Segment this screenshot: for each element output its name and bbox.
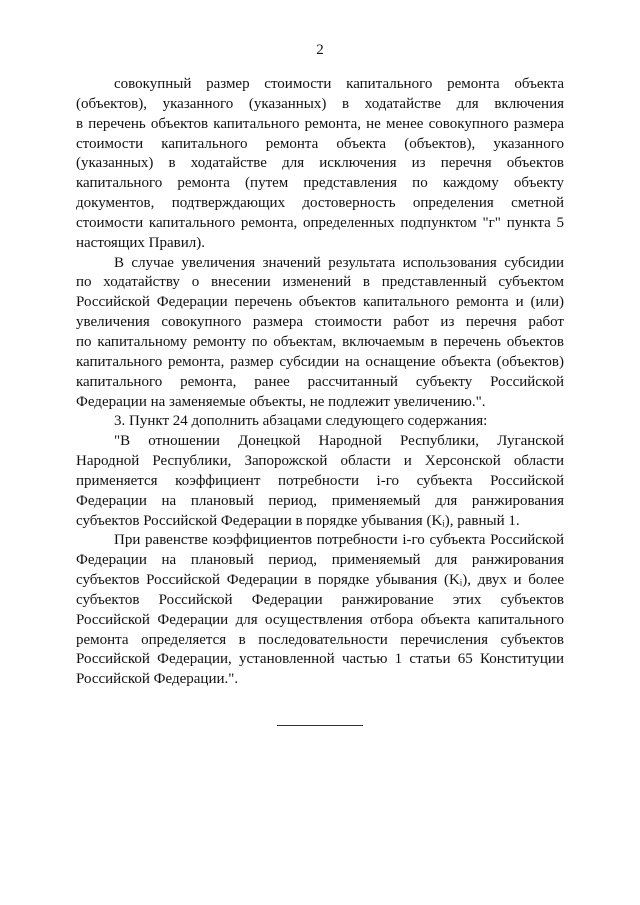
text-line: субъектов Российской Федерации в порядке убывания (Kᵢ), двух и более [76, 572, 564, 589]
text-line: увеличения совокупного размера стоимости работ из перечня работ [76, 314, 564, 331]
text-line: документов, подтверждающих достоверность определения сметной [76, 195, 564, 212]
document-body [76, 75, 564, 690]
text-line: Российской Федерации.". [76, 671, 239, 688]
text-line: в перечень объектов капитального ремонта, не менее совокупного размера [76, 115, 564, 132]
text-line: Федерации на заменяемые объекты, не подлежит увеличению.". [76, 393, 486, 410]
text-line: субъектов Российской Федерации ранжирование этих субъектов [76, 591, 564, 608]
text-line: капитального ремонта, ранее рассчитанный субъекту Российской [76, 373, 564, 390]
text-line: субъектов Российской Федерации в порядке убывания (Kᵢ), равный 1. [76, 512, 520, 529]
text-line: настоящих Правил). [76, 234, 205, 251]
page-number: 2 [316, 42, 324, 58]
text-line: При равенстве коэффициентов потребности i-го субъекта Российской [114, 532, 564, 549]
text-line: Федерации на плановый период, применяемый для ранжирования [76, 492, 564, 509]
text-line: "В отношении Донецкой Народной Республики, Луганской [114, 433, 564, 450]
text-line: (объектов), указанного (указанных) в ходатайстве для включения [76, 95, 564, 112]
text-line: стоимости капитального ремонта, определенных подпунктом "г" пункта 5 [76, 214, 564, 231]
text-line: Федерации на плановый период, применяемый для ранжирования [76, 552, 564, 569]
end-divider [277, 725, 363, 726]
text-line: Российской Федерации, установленной частью 1 статьи 65 Конституции [76, 651, 564, 668]
text-line: Российской Федерации для осуществления отбора объекта капитального [76, 611, 564, 628]
text-line: 3. Пункт 24 дополнить абзацами следующего содержания: [114, 413, 488, 430]
text-line: Народной Республики, Запорожской области и Херсонской области [76, 453, 564, 470]
text-line: стоимости капитального ремонта объекта (объектов), указанного [76, 135, 564, 152]
text-line: по ходатайству о внесении изменений в представленный субъектом [76, 274, 564, 291]
text-line: Российской Федерации перечень объектов капитального ремонта и (или) [76, 294, 564, 311]
text-line: капитального ремонта, размер субсидии на оснащение объекта (объектов) [76, 353, 564, 370]
text-line: (указанных) в ходатайстве для исключения из перечня объектов [76, 155, 564, 172]
text-line: по капитальному ремонту по объектам, включаемым в перечень объектов [76, 333, 564, 350]
text-line: совокупный размер стоимости капитального ремонта объекта [114, 76, 564, 92]
text-line: применяется коэффициент потребности i-го субъекта Российской [76, 472, 564, 489]
text-line: капитального ремонта (путем представления по каждому объекту [76, 175, 564, 192]
text-line: ремонта определяется в последовательности перечисления субъектов [76, 631, 564, 648]
text-line: В случае увеличения значений результата использования субсидии [114, 254, 564, 271]
